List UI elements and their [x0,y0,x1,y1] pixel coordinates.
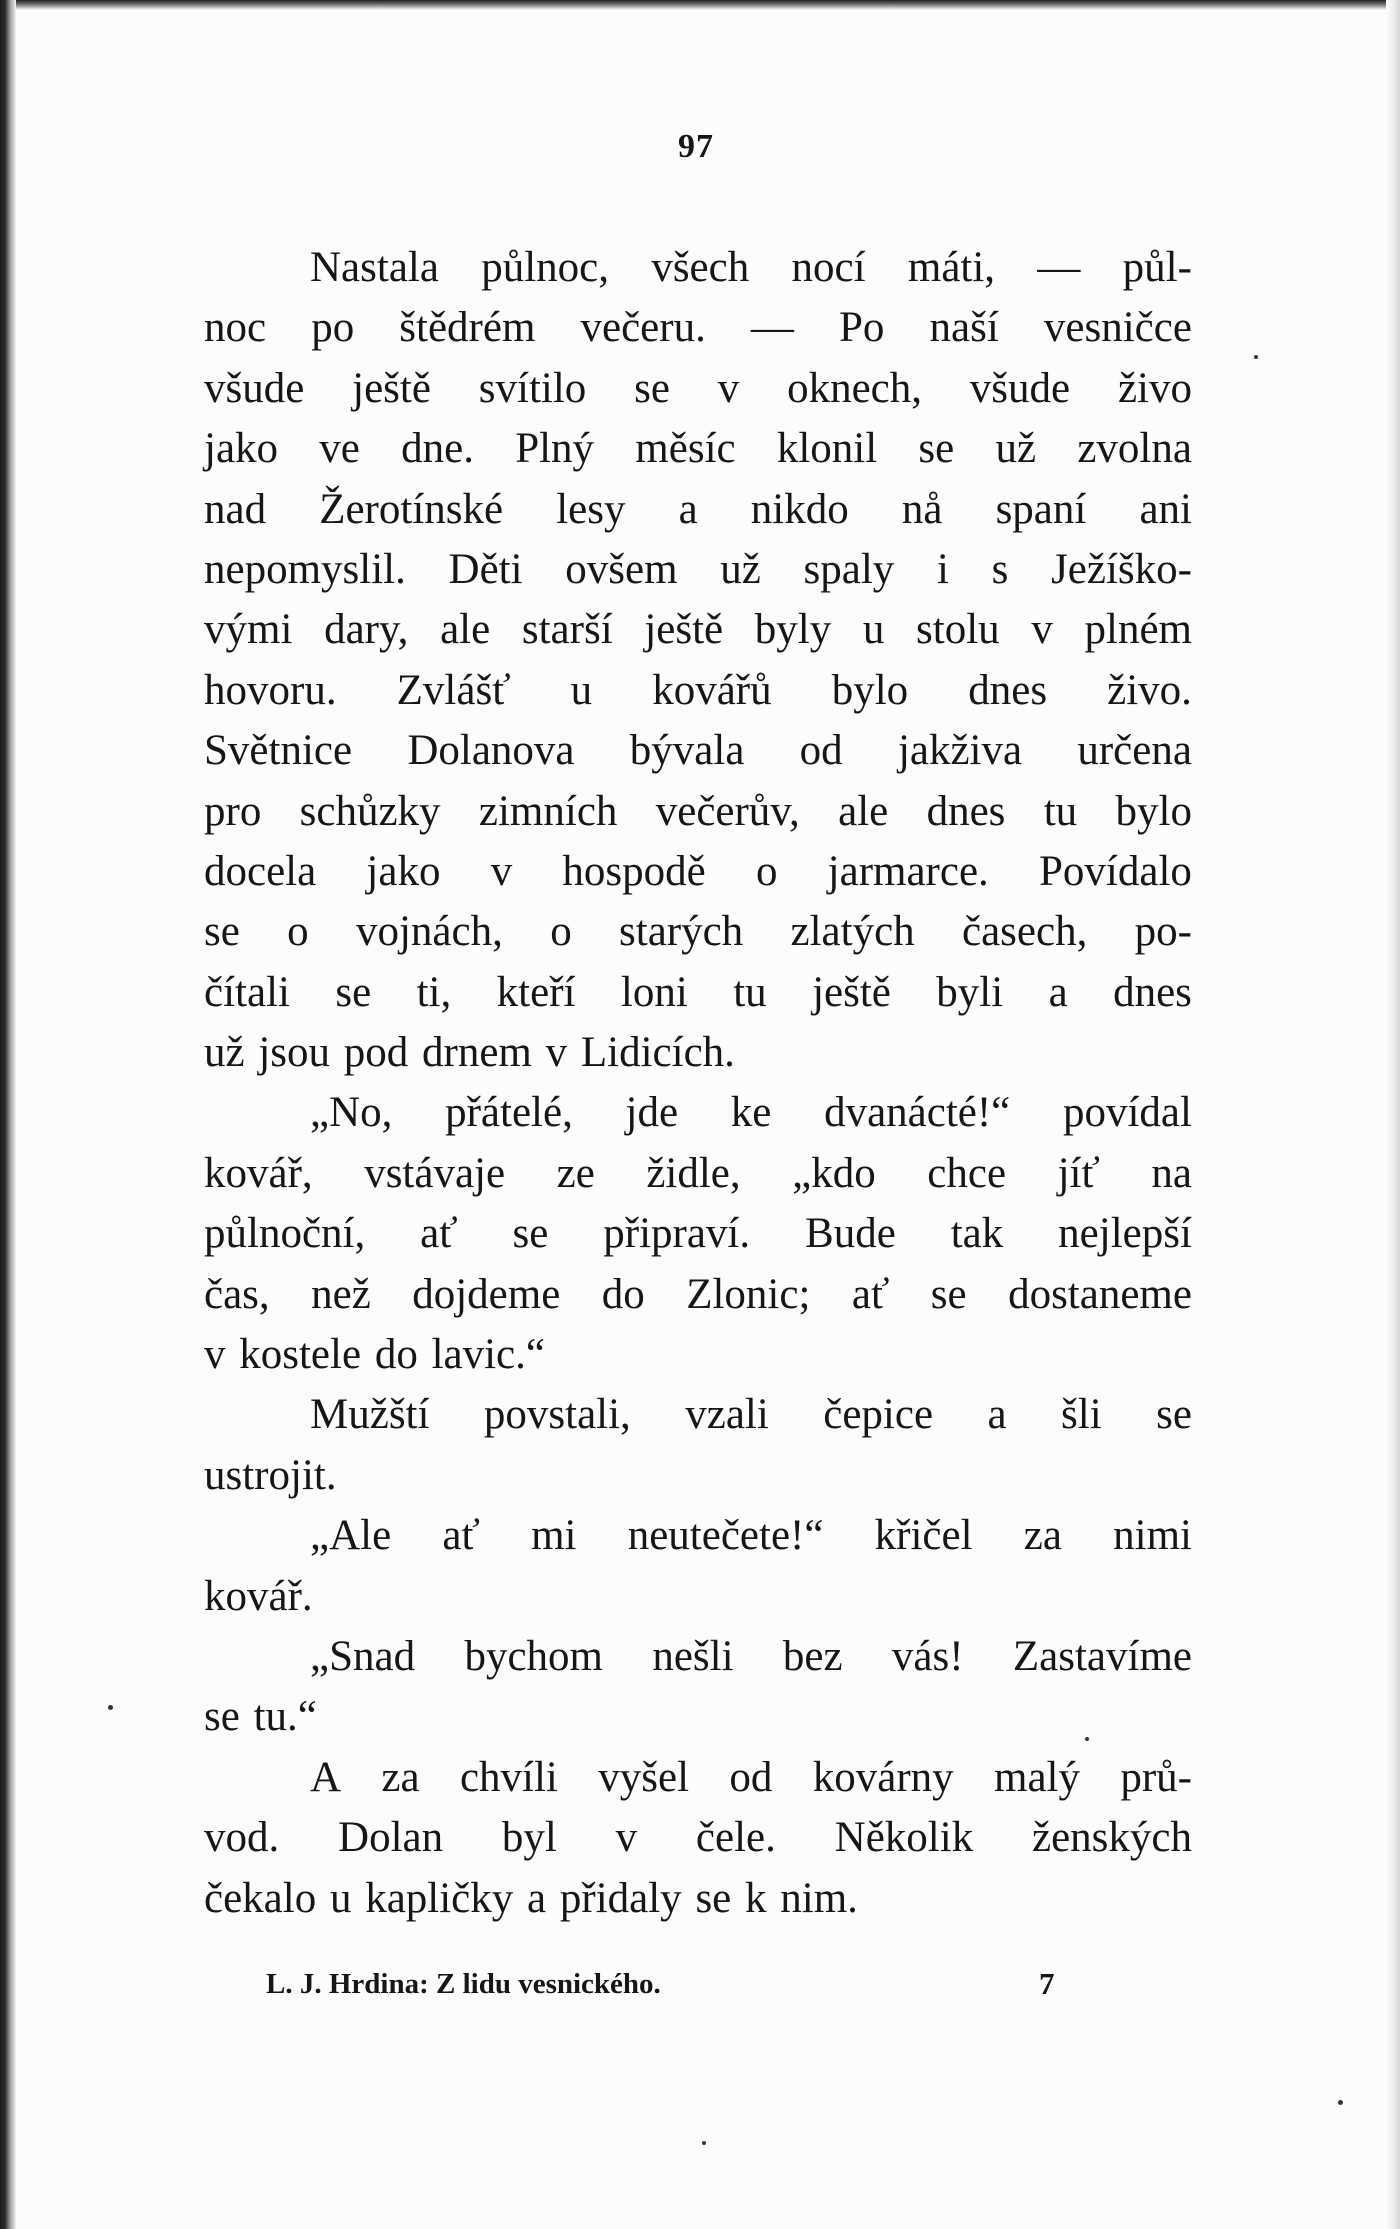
word: už [995,425,1037,473]
text-line [204,1808,1192,1868]
word: docela [204,847,317,895]
word: lavic.“ [431,1331,545,1379]
word: ať [442,1512,480,1560]
text-line [204,842,1192,902]
text-line [204,1325,1192,1385]
word: naší [929,304,999,352]
word: a [987,1391,1007,1439]
text-line [204,600,1192,660]
word: — [750,304,794,352]
text-line [204,782,1192,842]
word: do [374,1331,418,1379]
word: čítali [204,968,290,1016]
word: půlnoční, [204,1210,366,1258]
word: se [512,1210,549,1258]
word: určena [1077,727,1192,775]
word: živo [1117,364,1192,412]
text-line [204,1083,1192,1143]
page-number: 97 [678,128,714,165]
text-line [204,1204,1192,1264]
word: u [329,1874,352,1922]
word: dnes [968,666,1048,714]
text-line [204,298,1192,358]
word: povídal [1062,1089,1192,1137]
word: spaní [995,485,1087,533]
word: ať [851,1270,890,1318]
word: A [310,1753,342,1801]
word: připraví. [603,1210,751,1258]
word: loni [620,968,688,1016]
scan-speck [702,2141,706,2145]
word: povstali, [483,1391,631,1439]
text-line [204,1144,1192,1204]
word: v [717,364,740,412]
word: čekalo [204,1874,317,1922]
word: malý [994,1753,1080,1801]
word: noc [204,304,267,352]
word: kovář, [204,1149,313,1197]
word: jako [366,847,441,895]
word: Zlonic; [686,1270,811,1318]
word: nešli [652,1632,734,1680]
word: od [729,1753,773,1801]
scan-edge-top [0,0,1400,10]
word: a [527,1874,547,1922]
word: nejlepší [1058,1210,1192,1258]
word: šli [1061,1391,1102,1439]
word: i [937,545,949,593]
word: pod [343,1029,409,1077]
word: prů- [1120,1753,1192,1801]
word: dnes [1113,968,1192,1016]
word: čele. [695,1814,776,1862]
word: ale [440,606,491,654]
text-line [204,1023,1192,1083]
text-line [204,1385,1192,1445]
word: mi [531,1512,577,1560]
word: kovárny [812,1753,954,1801]
word: se [634,364,670,412]
word: se [335,968,372,1016]
word: večeru. [580,304,706,352]
word: byli [936,968,1004,1016]
word: dvanácté!“ [824,1089,1011,1137]
word: vod. [204,1814,280,1862]
scan-speck [1254,355,1258,359]
word: Povídalo [1039,847,1192,895]
word: oknech, [787,364,922,412]
word: všude [969,364,1071,412]
word: večerův, [655,787,800,835]
word: u [862,606,885,654]
word: vstávaje [364,1149,506,1197]
word: klonil [776,425,878,473]
word: vými [204,606,293,654]
word: bychom [464,1632,603,1680]
scan-speck [1338,2100,1343,2105]
word: už [720,545,761,593]
word: ženských [1031,1814,1192,1862]
word: v [490,847,513,895]
word: plném [1084,606,1192,654]
word: ti, [416,968,452,1016]
scan-edge-right [1386,0,1400,2229]
word: dnes [926,787,1006,835]
word: hospodě [562,847,706,895]
word: tu [733,968,767,1016]
word: od [799,727,843,775]
word: jako [204,425,279,473]
word: kovář. [204,1572,313,1620]
word: nim. [780,1874,858,1922]
word: lesy [556,485,626,533]
word: — [1037,244,1081,291]
text-line [204,1506,1192,1566]
word: se [930,1270,967,1318]
word: dostaneme [1008,1270,1192,1318]
word: s [991,545,1009,593]
word: máti, [907,244,996,291]
text-line [204,1265,1192,1325]
text-line [204,540,1192,600]
scan-edge-left [0,0,16,2229]
word: židle, [646,1149,741,1197]
word: bylo [1115,787,1192,835]
text-line [204,419,1192,479]
word: o [550,908,572,956]
word: kteří [496,968,576,1016]
word: všech [651,244,750,291]
word: spaly [803,545,895,593]
word: byl [501,1814,557,1862]
word: na [1151,1149,1192,1197]
word: a [1048,968,1068,1016]
word: ani [1139,485,1192,533]
word: ještě [644,606,724,654]
text-line [204,1446,1192,1506]
word: po [311,304,355,352]
word: Po [839,304,885,352]
word: Zastavíme [1012,1632,1192,1680]
scan-speck [108,1705,113,1710]
word: ať [420,1210,458,1258]
body-text [204,238,1192,1929]
scan-speck [1085,1737,1089,1741]
word: jakživa [897,727,1023,775]
word: vesničce [1043,304,1192,352]
text-line [204,359,1192,419]
word: se [1156,1391,1192,1439]
word: u [570,666,593,714]
word: bez [782,1632,843,1680]
word: kapličky [365,1874,514,1922]
word: Několik [834,1814,974,1862]
word: vzali [685,1391,769,1439]
word: bývala [629,727,745,775]
word: křičel [874,1512,973,1560]
footer-signature: L. J. Hrdina: Z lidu vesnického. [266,1968,661,2000]
word: zimních [478,787,618,835]
word: starých [619,908,744,956]
word: půlnoc, [481,244,610,291]
word: se [695,1874,732,1922]
word: půl- [1122,244,1192,291]
word: Zvlášť [396,666,511,714]
word: svítilo [478,364,587,412]
word: ještě [812,968,891,1016]
word: za [381,1753,420,1801]
word: Světnice [204,727,353,775]
word: drnem [422,1029,532,1077]
text-line [204,721,1192,781]
word: dne. [401,425,474,473]
word: „No, [310,1089,393,1137]
word: kovářů [652,666,772,714]
text-line [204,480,1192,540]
word: schůzky [299,787,441,835]
word: Bude [805,1210,896,1258]
word: Dolan [338,1814,444,1862]
word: měsíc [635,425,736,473]
word: se [204,908,240,956]
text-line [204,1687,1192,1747]
word: v [615,1814,638,1862]
word: ještě [352,364,431,412]
word: Žerotínské [319,485,504,533]
word: pro [204,787,262,835]
word: v [1031,606,1053,654]
word: a [678,485,698,533]
text-line [204,661,1192,721]
word: ale [838,787,889,835]
word: ke [730,1089,772,1137]
word: nocí [791,244,866,291]
word: tu.“ [253,1693,317,1741]
word: vojnách, [355,908,503,956]
word: všude [204,364,305,412]
word: jarmarce. [827,847,989,895]
word: nikdo [750,485,849,533]
page-footer [266,1962,1066,2006]
word: nå [901,485,943,533]
word: ze [556,1149,595,1197]
word: jíť [1057,1149,1100,1197]
word: dary, [324,606,409,654]
word: za [1023,1512,1062,1560]
word: „Ale [310,1512,392,1560]
word: živo. [1107,666,1192,714]
word: Lidicích. [580,1029,735,1077]
word: o [755,847,778,895]
word: Mužští [310,1391,430,1439]
word: už [204,1029,245,1077]
word: nepomyslil. [204,545,406,593]
text-line [204,1567,1192,1627]
word: zvolna [1077,425,1192,473]
word: o [287,908,309,956]
word: do [601,1270,645,1318]
word: štědrém [399,304,536,352]
text-line [204,902,1192,962]
word: po- [1134,908,1192,956]
word: ovšem [565,545,678,593]
word: bylo [831,666,909,714]
word: „kdo [792,1149,876,1197]
word: Nastala [310,244,439,291]
word: časech, [962,908,1088,956]
word: Dolanova [407,727,575,775]
word: byly [754,606,832,654]
word: čas, [204,1270,270,1318]
word: Plný [515,425,595,473]
word: chce [927,1149,1007,1197]
word: vyšel [598,1753,690,1801]
word: se [204,1693,240,1741]
word: Ježíško- [1051,545,1192,593]
text-line [204,1748,1192,1808]
word: neutečete!“ [627,1512,824,1560]
word: chvíli [459,1753,558,1801]
word: se [918,425,955,473]
word: než [311,1270,371,1318]
word: nad [204,485,267,533]
word: jsou [258,1029,331,1077]
word: vás! [891,1632,964,1680]
word: jde [625,1089,679,1137]
word: stolu [916,606,1000,654]
word: hovoru. [204,666,337,714]
word: kostele [239,1331,362,1379]
word: ustrojit. [204,1451,337,1499]
word: přidaly [559,1874,682,1922]
word: v [204,1331,226,1379]
text-line [204,963,1192,1023]
word: nimi [1113,1512,1192,1560]
word: čepice [823,1391,934,1439]
word: starší [521,606,613,654]
word: v [545,1029,568,1077]
word: k [745,1874,767,1922]
word: dojdeme [412,1270,561,1318]
word: ve [319,425,360,473]
text-line [204,238,1192,298]
word: Děti [448,545,523,593]
sheet-number: 7 [1039,1966,1055,2001]
word: přátelé, [445,1089,573,1137]
word: zlatých [790,908,915,956]
text-line [204,1869,1192,1929]
word: tu [1043,787,1078,835]
word: tak [950,1210,1004,1258]
text-line [204,1627,1192,1687]
word: „Snad [310,1632,416,1680]
